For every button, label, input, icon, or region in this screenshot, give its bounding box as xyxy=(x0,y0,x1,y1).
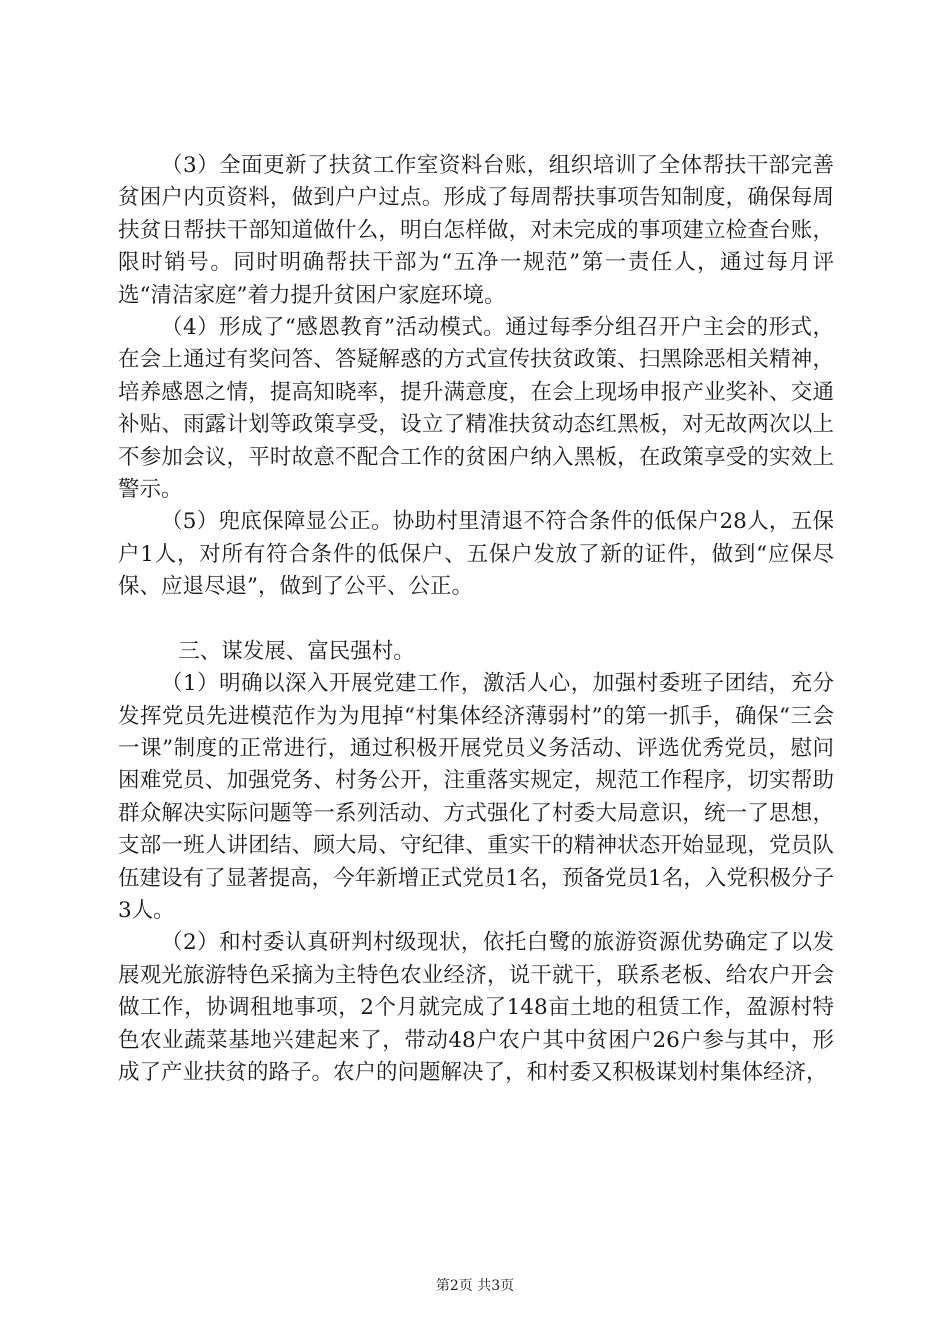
paragraph-gap xyxy=(118,604,834,636)
document-body xyxy=(118,150,834,1089)
paragraph-3: （3）全面更新了扶贫工作室资料台账，组织培训了全体帮扶干部完善贫困户内页资料，做到户户过点。形成了每周帮扶事项告知制度，确保每周扶贫日帮扶干部知道做什么，明白怎样做，对未完成的事项建立检查台账，限时销号。同时明确帮扶干部为“五净一规范”第一责任人，通过每月评选“清洁家庭”着力提升贫困户家庭环境。 xyxy=(118,153,834,308)
section-paragraph-1: （1）明确以深入开展党建工作，激活人心，加强村委班子团结，充分发挥党员先进模范作为为甩掉“村集体经济薄弱村”的第一抓手，确保“三会一课”制度的正常进行，通过积极开展党员义务活动、评选优秀党员，慰问困难党员、加强党务、村务公开，注重落实规定，规范工作程序，切实帮助群众解决实际问题等一系列活动、方式强化了村委大局意识，统一了思想，支部一班人讲团结、顾大局、守纪律、重实干的精神状态开始显现，党员队伍建设有了显著提高，今年新增正式党员1名，预备党员1名，入党积极分子3人。 xyxy=(118,671,834,923)
section-paragraph-2: （2）和村委认真研判村级现状，依托白鹭的旅游资源优势确定了以发展观光旅游特色采摘为主特色农业经济，说干就干，联系老板、给农户开会做工作，协调租地事项，2个月就完成了148亩土地的租赁工作，盈源村特色农业蔬菜基地兴建起来了，带动48户农户其中贫困户26户参与其中，形成了产业扶贫的路子。农户的问题解决了，和村委又积极谋划村集体经济， xyxy=(118,930,834,1085)
section-heading: 三、谋发展、富民强村。 xyxy=(178,638,415,664)
paragraph-4: （4）形成了“感恩教育”活动模式。通过每季分组召开户主会的形式，在会上通过有奖问答、答疑解惑的方式宣传扶贫政策、扫黑除恶相关精神，培养感恩之情，提高知晓率，提升满意度，在会上现场申报产业奖补、交通补贴、雨露计划等政策享受，设立了精准扶贫动态红黑板，对无故两次以上不参加会议，平时故意不配合工作的贫困户纳入黑板，在政策享受的实效上警示。 xyxy=(118,315,834,503)
page-footer: 第2页 共3页 xyxy=(435,1278,515,1294)
paragraph-5: （5）兜底保障显公正。协助村里清退不符合条件的低保户28人，五保户1人，对所有符合条件的低保户、五保户发放了新的证件，做到“应保尽保、应退尽退”，做到了公平、公正。 xyxy=(118,509,834,600)
